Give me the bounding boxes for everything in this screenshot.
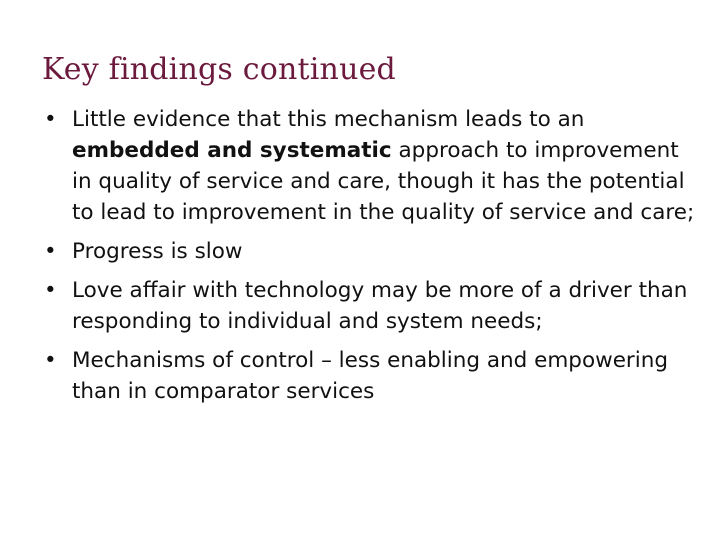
bullet-icon: • — [44, 239, 57, 264]
bullet-icon: • — [44, 348, 57, 373]
bullet-item — [44, 104, 704, 228]
slide-title: Key findings continued — [42, 52, 396, 87]
bullet-item — [44, 236, 704, 267]
bullet-list — [44, 104, 704, 415]
bullet-item — [44, 345, 704, 407]
bullet-text: Mechanisms of control – less enabling and empowering than in comparator services — [72, 348, 669, 404]
bullet-text — [72, 107, 694, 225]
bullet-icon: • — [44, 107, 57, 132]
bullet-text-part: Little evidence that this mechanism leads to an — [72, 107, 585, 132]
bullet-text: Progress is slow — [72, 239, 243, 264]
bullet-item — [44, 275, 704, 337]
bullet-icon: • — [44, 278, 57, 303]
bullet-text-emphasis: embedded and systematic — [72, 138, 392, 163]
bullet-text-part: approach to improvement in quality of service and care, though it has the potential to lead to improvement in the quality of service and care; — [72, 138, 695, 225]
bullet-text: Love affair with technology may be more of a driver than responding to individual and system needs; — [72, 278, 688, 334]
